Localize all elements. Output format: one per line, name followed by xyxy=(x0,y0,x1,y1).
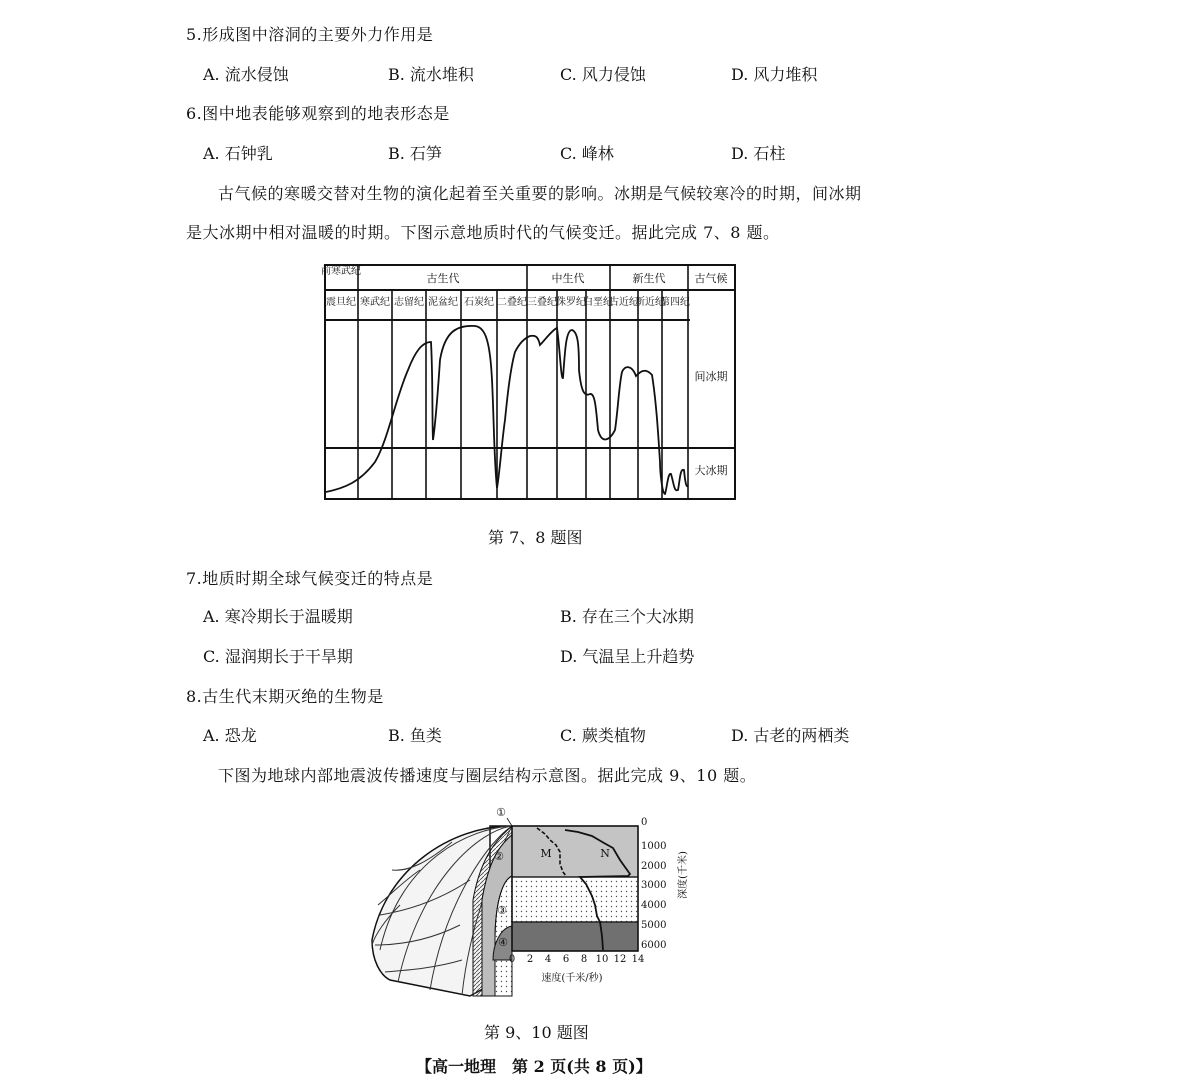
era-precambrian-label: 前寒武纪 xyxy=(321,266,361,277)
climate-curve xyxy=(326,326,688,494)
period-quaternary: 第四纪 xyxy=(660,297,690,308)
q5-option-c: C. 风力侵蚀 xyxy=(560,65,646,84)
speed-tick-14: 14 xyxy=(631,954,645,965)
passage1-line2: 是大冰期中相对温暖的时期。下图示意地质时代的气候变迁。据此完成 7、8 题。 xyxy=(186,223,780,242)
speed-tick-10: 10 xyxy=(595,954,609,965)
period-neogene: 新近纪 xyxy=(635,297,665,308)
q7-option-b: B. 存在三个大冰期 xyxy=(560,607,694,626)
depth-tick-1000: 1000 xyxy=(641,841,667,852)
interglacial-label: 间冰期 xyxy=(694,370,728,383)
fig78-caption: 第 7、8 题图 xyxy=(488,528,583,547)
q5-stem: 5.形成图中溶洞的主要外力作用是 xyxy=(186,25,434,44)
earth-structure-figure xyxy=(360,798,720,1000)
q6-option-c: C. 峰林 xyxy=(560,144,614,163)
period-cretaceous: 白垩纪 xyxy=(583,297,613,308)
q5-option-a: A. 流水侵蚀 xyxy=(203,65,289,84)
ice-age-label: 大冰期 xyxy=(694,464,728,477)
speed-tick-8: 8 xyxy=(580,954,588,965)
q6-option-b: B. 石笋 xyxy=(388,144,442,163)
depth-axis-label: 深度(千米) xyxy=(678,851,689,899)
layer-label-3: ③ xyxy=(497,904,507,917)
q6-option-d: D. 石柱 xyxy=(731,144,786,163)
period-cambrian: 寒武纪 xyxy=(360,297,390,308)
layer-label-2: ② xyxy=(494,850,504,863)
q6-option-a: A. 石钟乳 xyxy=(203,144,273,163)
era-mesozoic-label: 中生代 xyxy=(551,272,585,285)
q5-option-d: D. 风力堆积 xyxy=(731,65,818,84)
q7-option-a: A. 寒冷期长于温暖期 xyxy=(203,607,353,626)
period-triassic: 三叠纪 xyxy=(527,297,557,308)
q7-option-d: D. 气温呈上升趋势 xyxy=(560,647,695,666)
period-permian: 二叠纪 xyxy=(497,297,527,308)
q7-stem: 7.地质时期全球气候变迁的特点是 xyxy=(186,569,434,588)
speed-tick-12: 12 xyxy=(613,954,627,965)
passage2-line1: 下图为地球内部地震波传播速度与圈层结构示意图。据此完成 9、10 题。 xyxy=(218,766,757,785)
page-footer: 【高一地理 第 2 页(共 8 页)】 xyxy=(416,1057,652,1076)
period-carboniferous: 石炭纪 xyxy=(464,297,494,308)
paleoclimate-label: 古气候 xyxy=(694,272,728,285)
q7-option-c: C. 湿润期长于干旱期 xyxy=(203,647,353,666)
depth-tick-2000: 2000 xyxy=(641,861,667,872)
q8-option-b: B. 鱼类 xyxy=(388,726,442,745)
period-jurassic: 侏罗纪 xyxy=(556,297,586,308)
depth-tick-6000: 6000 xyxy=(641,940,667,951)
era-cenozoic-label: 新生代 xyxy=(632,272,666,285)
layer-label-1: ① xyxy=(496,806,506,819)
wave-label-m: M xyxy=(540,847,552,860)
q8-option-c: C. 蕨类植物 xyxy=(560,726,646,745)
depth-tick-5000: 5000 xyxy=(641,920,667,931)
speed-tick-2: 2 xyxy=(526,954,534,965)
period-sinian: 震旦纪 xyxy=(326,297,356,308)
q8-stem: 8.古生代末期灭绝的生物是 xyxy=(186,687,384,706)
q5-option-b: B. 流水堆积 xyxy=(388,65,474,84)
speed-tick-6: 6 xyxy=(562,954,570,965)
period-devonian: 泥盆纪 xyxy=(428,297,458,308)
q8-option-d: D. 古老的两栖类 xyxy=(731,726,850,745)
depth-tick-3000: 3000 xyxy=(641,880,667,891)
passage1-line1: 古气候的寒暖交替对生物的演化起着至关重要的影响。冰期是气候较寒冷的时期，间冰期 xyxy=(218,184,862,203)
wave-label-n: N xyxy=(600,847,610,860)
climate-chart xyxy=(320,262,740,504)
speed-axis-label: 速度(千米/秒) xyxy=(541,973,603,984)
period-paleogene: 古近纪 xyxy=(609,297,639,308)
depth-tick-4000: 4000 xyxy=(641,900,667,911)
layer-label-4: ④ xyxy=(498,936,508,949)
speed-tick-0: 0 xyxy=(508,954,516,965)
fig910-caption: 第 9、10 题图 xyxy=(484,1023,589,1042)
speed-tick-4: 4 xyxy=(544,954,552,965)
depth-tick-0: 0 xyxy=(641,817,648,828)
period-silurian: 志留纪 xyxy=(394,297,424,308)
era-paleozoic-label: 古生代 xyxy=(426,272,460,285)
q6-stem: 6.图中地表能够观察到的地表形态是 xyxy=(186,104,450,123)
q8-option-a: A. 恐龙 xyxy=(203,726,257,745)
